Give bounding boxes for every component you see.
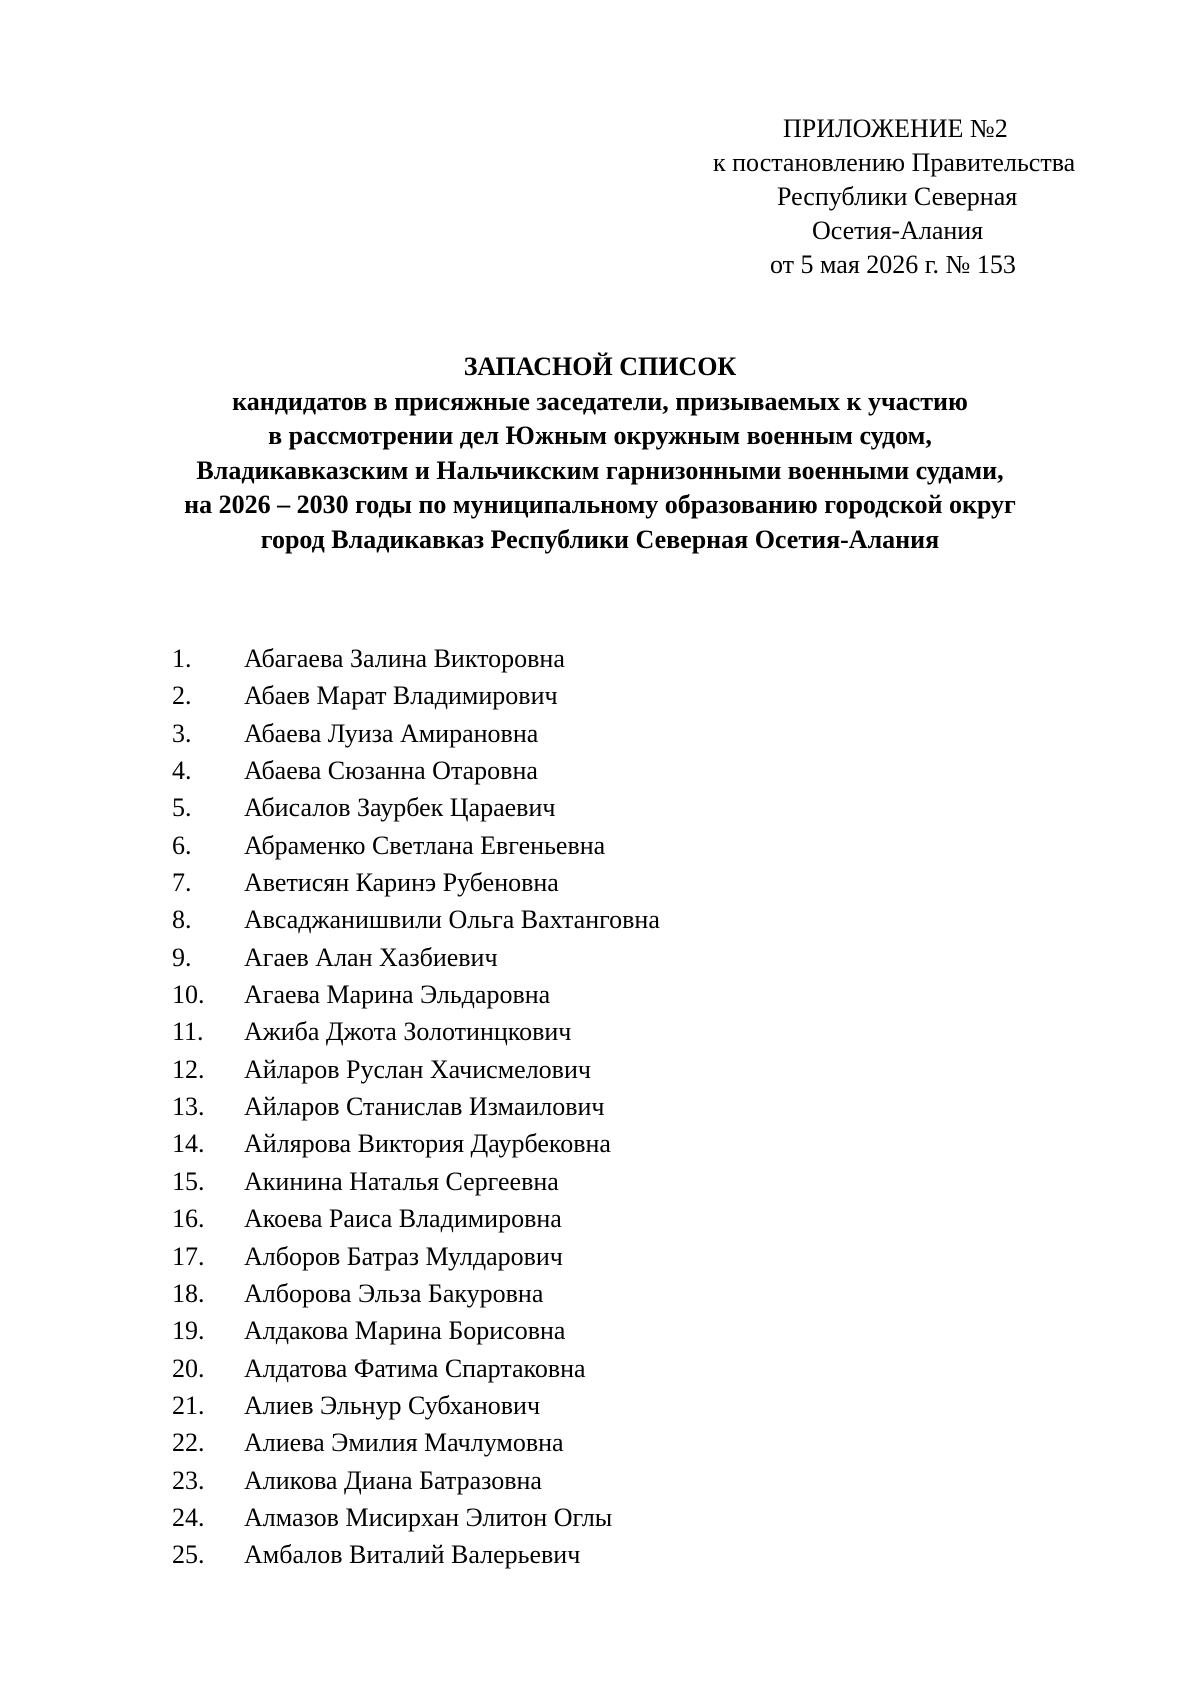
list-item xyxy=(172,901,1072,938)
title-line: в рассмотрении дел Южным окружным военным судом, xyxy=(268,421,932,450)
item-number: 12. xyxy=(172,1054,205,1084)
list-item xyxy=(172,864,1072,901)
list-item xyxy=(172,1499,1072,1536)
appendix-region: Осетия-Алания xyxy=(812,216,984,245)
list-item xyxy=(172,1088,1072,1125)
title-line: кандидатов в присяжные заседатели, призываемых к участию xyxy=(232,386,968,416)
list-item xyxy=(172,1163,1072,1200)
candidate-name: Ажиба Джота Золотинцкович xyxy=(244,1017,572,1047)
appendix-header xyxy=(650,112,1150,282)
item-number: 8. xyxy=(172,905,192,935)
item-number: 14. xyxy=(172,1129,205,1159)
item-number: 10. xyxy=(172,980,205,1010)
item-number: 21. xyxy=(172,1390,205,1420)
list-item xyxy=(172,1312,1072,1349)
list-item xyxy=(172,752,1072,789)
item-number: 17. xyxy=(172,1241,205,1271)
list-item xyxy=(172,1462,1072,1499)
list-item xyxy=(172,939,1072,976)
candidate-name: Агаева Марина Эльдаровна xyxy=(244,980,551,1010)
list-item xyxy=(172,1350,1072,1387)
item-number: 2. xyxy=(172,681,192,711)
candidate-name: Аветисян Каринэ Рубеновна xyxy=(244,868,559,898)
candidate-name: Абагаева Залина Викторовна xyxy=(244,644,565,673)
list-item xyxy=(172,640,1072,677)
list-item xyxy=(172,677,1072,714)
list-item xyxy=(172,1238,1072,1275)
title-line: Владикавказским и Нальчикским гарнизонными военными судами, xyxy=(196,455,1004,485)
candidate-name: Абисалов Заурбек Цараевич xyxy=(244,793,556,823)
list-item xyxy=(172,1387,1072,1424)
candidate-name: Авсаджанишвили Ольга Вахтанговна xyxy=(244,905,660,935)
candidate-list xyxy=(172,640,1072,1574)
item-number: 11. xyxy=(172,1017,204,1047)
item-number: 25. xyxy=(172,1540,205,1570)
list-item xyxy=(172,1536,1072,1573)
item-number: 3. xyxy=(172,718,192,748)
candidate-name: Алиева Эмилия Мачлумовна xyxy=(244,1428,564,1458)
candidate-name: Акоева Раиса Владимировна xyxy=(244,1204,562,1234)
item-number: 6. xyxy=(172,830,192,860)
candidate-name: Абраменко Светлана Евгеньевна xyxy=(244,830,606,860)
list-item xyxy=(172,1051,1072,1088)
item-number: 16. xyxy=(172,1204,205,1234)
appendix-date-number: от 5 мая 2026 г. № 153 xyxy=(770,250,1016,279)
candidate-name: Абаев Марат Владимирович xyxy=(244,681,558,711)
candidate-name: Амбалов Виталий Валерьевич xyxy=(244,1540,581,1570)
list-item xyxy=(172,976,1072,1013)
candidate-name: Айлярова Виктория Даурбековна xyxy=(244,1129,611,1159)
candidate-name: Айларов Станислав Измаилович xyxy=(244,1092,605,1122)
item-number: 23. xyxy=(172,1465,205,1495)
item-number: 7. xyxy=(172,868,192,898)
candidate-name: Абаева Сюзанна Отаровна xyxy=(244,756,538,786)
item-number: 15. xyxy=(172,1166,205,1196)
list-item xyxy=(172,789,1072,826)
item-number: 20. xyxy=(172,1353,205,1383)
candidate-name: Алмазов Мисирхан Элитон Оглы xyxy=(244,1502,613,1532)
item-number: 22. xyxy=(172,1428,205,1458)
list-item xyxy=(172,827,1072,864)
item-number: 1. xyxy=(172,644,192,673)
list-item xyxy=(172,1200,1072,1237)
candidate-name: Алиев Эльнур Субханович xyxy=(244,1390,541,1420)
appendix-number: ПРИЛОЖЕНИЕ №2 xyxy=(783,114,1008,143)
document-title xyxy=(100,350,1100,557)
list-item xyxy=(172,1125,1072,1162)
title-heading: ЗАПАСНОЙ СПИСОК xyxy=(463,352,737,381)
list-item xyxy=(172,1424,1072,1461)
candidate-name: Акинина Наталья Сергеевна xyxy=(244,1166,559,1196)
candidate-name: Агаев Алан Хазбиевич xyxy=(244,942,498,972)
list-item xyxy=(172,1275,1072,1312)
item-number: 13. xyxy=(172,1092,205,1122)
list-item xyxy=(172,1013,1072,1050)
candidate-name: Абаева Луиза Амирановна xyxy=(244,718,539,748)
item-number: 9. xyxy=(172,942,192,972)
item-number: 18. xyxy=(172,1278,205,1308)
candidate-name: Алборова Эльза Бакуровна xyxy=(244,1278,544,1308)
item-number: 24. xyxy=(172,1502,205,1532)
candidate-name: Алдатова Фатима Спартаковна xyxy=(244,1353,586,1383)
candidate-name: Айларов Руслан Хачисмелович xyxy=(244,1054,591,1084)
title-line: город Владикавказ Республики Северная Осетия-Алания xyxy=(260,524,940,554)
candidate-name: Аликова Диана Батразовна xyxy=(244,1465,542,1495)
appendix-republic: Республики Северная xyxy=(777,182,1018,211)
candidate-name: Алборов Батраз Мулдарович xyxy=(244,1241,563,1271)
item-number: 19. xyxy=(172,1316,205,1346)
title-line: на 2026 – 2030 годы по муниципальному образованию городской округ xyxy=(184,490,1016,519)
item-number: 5. xyxy=(172,793,192,823)
list-item xyxy=(172,715,1072,752)
candidate-name: Алдакова Марина Борисовна xyxy=(244,1316,566,1346)
item-number: 4. xyxy=(172,756,192,786)
appendix-reference: к постановлению Правительства xyxy=(713,148,1076,177)
